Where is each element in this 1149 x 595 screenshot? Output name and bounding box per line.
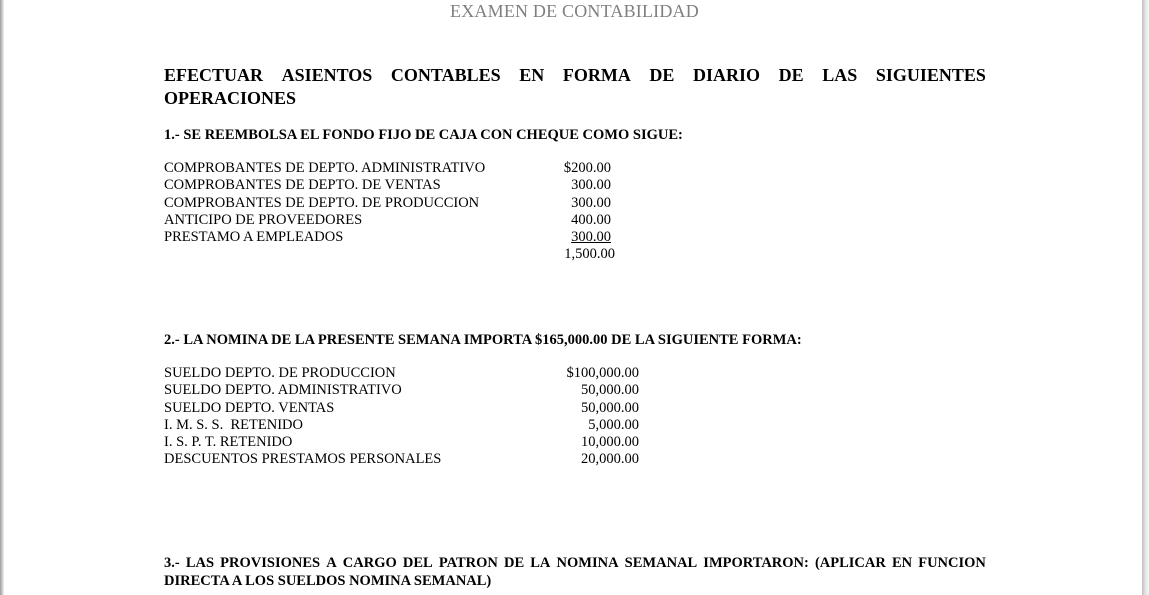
item-amount: 5,000.00 <box>588 416 639 433</box>
item-label: SUELDO DEPTO. VENTAS <box>164 399 335 416</box>
section3-word: SEMANAL <box>624 555 698 571</box>
section3-word: LA <box>530 555 551 571</box>
item-amount: 50,000.00 <box>581 382 639 399</box>
item-amount: 50,000.00 <box>581 399 639 416</box>
heading-word: DE <box>778 65 804 85</box>
section-1-total: 1,500.00 <box>564 246 615 263</box>
section-3-title-line2: DIRECTA A LOS SUELDOS NOMINA SEMANAL) <box>164 573 492 589</box>
item-amount: 400.00 <box>571 211 611 228</box>
item-label: COMPROBANTES DE DEPTO. DE VENTAS <box>164 177 441 194</box>
item-amount: $100,000.00 <box>566 365 639 381</box>
heading-word: FORMA <box>562 65 631 85</box>
heading-word: DE <box>649 65 675 85</box>
item-label: DESCUENTOS PRESTAMOS PERSONALES <box>164 451 442 468</box>
page-right-edge <box>1142 0 1149 595</box>
section-3-title-line1 <box>164 554 986 572</box>
item-label: I. M. S. S. RETENIDO <box>164 416 303 433</box>
heading-word: SIGUIENTES <box>875 65 986 85</box>
heading-word: ASIENTOS <box>281 65 373 85</box>
section3-word: DE <box>504 555 525 571</box>
section3-word: EN <box>891 555 913 571</box>
item-amount-underlined <box>164 229 611 246</box>
section3-word: A <box>326 555 337 571</box>
heading-word: CONTABLES <box>390 65 501 85</box>
section3-word: IMPORTARON: <box>703 555 809 571</box>
item-amount: $200.00 <box>563 160 611 176</box>
main-heading-line1 <box>164 64 986 87</box>
item-label: SUELDO DEPTO. DE PRODUCCION <box>164 365 396 381</box>
heading-word: EN <box>519 65 545 85</box>
main-heading-line2: OPERACIONES <box>164 88 297 108</box>
main-heading <box>164 64 986 110</box>
section3-word: 3.- <box>164 555 180 571</box>
section3-word: DEL <box>402 555 433 571</box>
item-label: COMPROBANTES DE DEPTO. DE PRODUCCION <box>164 194 480 211</box>
page-left-edge <box>0 0 4 595</box>
item-amount: 300.00 <box>571 177 611 194</box>
item-amount: 20,000.00 <box>581 451 639 468</box>
section3-word: FUNCION <box>918 555 986 571</box>
item-label: COMPROBANTES DE DEPTO. ADMINISTRATIVO <box>164 160 486 176</box>
item-label: ANTICIPO DE PROVEEDORES <box>164 211 363 228</box>
page-header-title: EXAMEN DE CONTABILIDAD <box>450 1 699 21</box>
heading-word: LAS <box>822 65 858 85</box>
section3-word: LAS <box>185 555 215 571</box>
section-3-title <box>164 554 986 590</box>
item-label: I. S. P. T. RETENIDO <box>164 434 293 451</box>
item-amount: 300.00 <box>571 194 611 211</box>
section3-word: PROVISIONES <box>220 555 321 571</box>
section3-word: CARGO <box>342 555 397 571</box>
section-2-title: 2.- LA NOMINA DE LA PRESENTE SEMANA IMPORTA $165,000.00 DE LA SIGUIENTE FORMA: <box>164 332 802 348</box>
section3-word: PATRON <box>438 555 498 571</box>
section-1-title: 1.- SE REEMBOLSA EL FONDO FIJO DE CAJA CON CHEQUE COMO SIGUE: <box>164 127 683 143</box>
section3-word: NOMINA <box>556 555 619 571</box>
underlined-amount: 300.00 <box>571 229 611 246</box>
section3-word: (APLICAR <box>814 555 886 571</box>
item-label: SUELDO DEPTO. ADMINISTRATIVO <box>164 382 402 399</box>
item-amount: 10,000.00 <box>581 434 639 451</box>
heading-word: DIARIO <box>693 65 761 85</box>
item-label: PRESTAMO A EMPLEADOS <box>164 229 344 246</box>
heading-word: EFECTUAR <box>164 65 264 85</box>
